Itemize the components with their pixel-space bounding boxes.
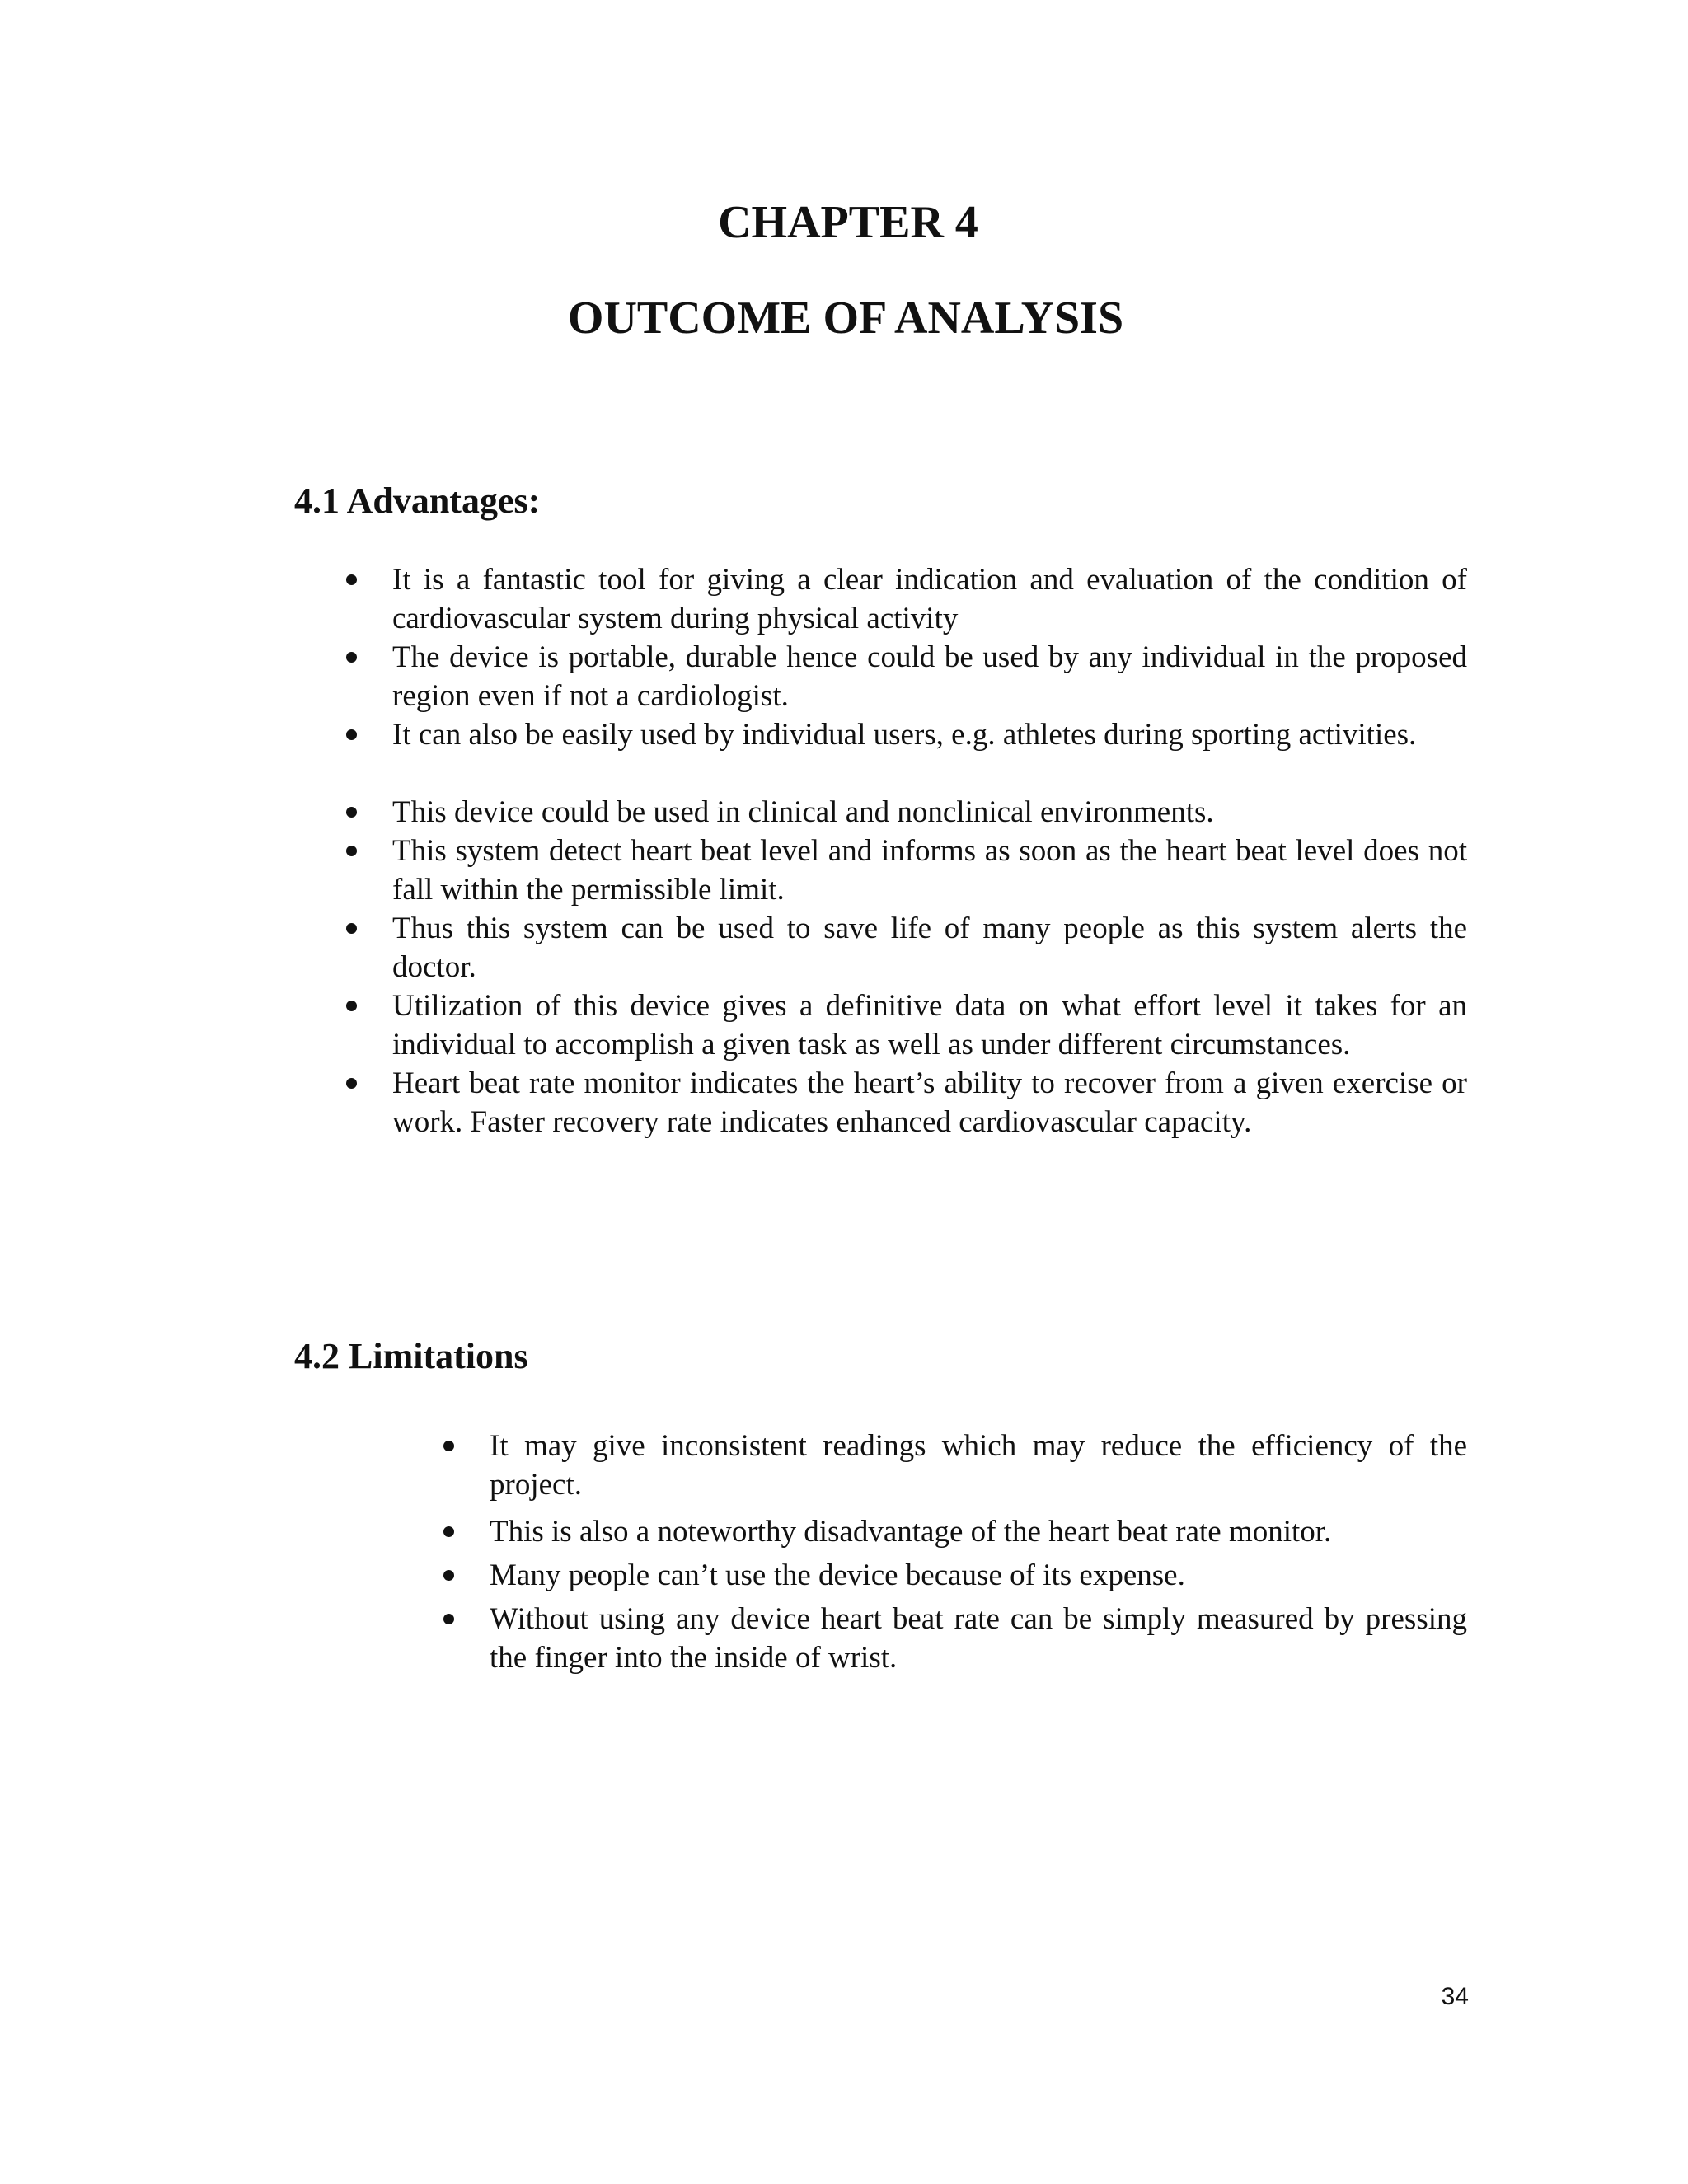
- section-heading-advantages: 4.1 Advantages:: [294, 480, 541, 521]
- list-item: [490, 1427, 1467, 1512]
- list-item-text: Heart beat rate monitor indicates the heart’s ability to recover from a given exercise or work. Faster recovery rate indicates enhanced cardiovascular capacity.: [392, 1066, 1467, 1139]
- list-item-text: It can also be easily used by individual users, e.g. athletes during sporting activities.: [392, 718, 1417, 752]
- list-item: [490, 1600, 1467, 1677]
- list-item-text: The device is portable, durable hence could be used by any individual in the proposed region even if not a cardiologist.: [392, 640, 1467, 713]
- bullet-icon: [346, 923, 357, 934]
- list-item: [490, 1556, 1467, 1600]
- list-item: [392, 987, 1467, 1064]
- list-item: [392, 560, 1467, 638]
- list-item: [392, 909, 1467, 987]
- bullet-icon: [346, 807, 357, 818]
- list-item-text: Thus this system can be used to save life of many people as this system alerts the doctor.: [392, 912, 1467, 984]
- list-item: [490, 1512, 1467, 1556]
- bullet-icon: [346, 574, 357, 585]
- bullet-icon: [346, 729, 357, 740]
- list-item-text: This is also a noteworthy disadvantage of the heart beat rate monitor.: [490, 1515, 1332, 1549]
- list-item-text: This device could be used in clinical and nonclinical environments.: [392, 795, 1214, 829]
- list-item-text: Many people can’t use the device because of its expense.: [490, 1558, 1185, 1592]
- section-heading-limitations: 4.2 Limitations: [294, 1336, 528, 1376]
- limitations-list: [490, 1427, 1467, 1677]
- list-item: [392, 1064, 1467, 1141]
- list-item-text: It is a fantastic tool for giving a clear indication and evaluation of the condition of cardiovascular system during physical activity: [392, 563, 1467, 635]
- bullet-icon: [346, 1001, 357, 1011]
- bullet-icon: [346, 1078, 357, 1089]
- bullet-icon: [443, 1614, 454, 1624]
- chapter-number: CHAPTER 4: [718, 197, 978, 248]
- list-item-text: This system detect heart beat level and informs as soon as the heart beat level does not fall within the permissible limit.: [392, 834, 1467, 907]
- chapter-title: OUTCOME OF ANALYSIS: [567, 293, 1124, 344]
- bullet-icon: [443, 1441, 454, 1451]
- list-item-text: Utilization of this device gives a definitive data on what effort level it takes for an individual to accomplish a given task as well as under different circumstances.: [392, 989, 1467, 1062]
- list-item: [392, 832, 1467, 909]
- list-item-text: Without using any device heart beat rate can be simply measured by pressing the finger into the inside of wrist.: [490, 1602, 1467, 1675]
- list-item: [392, 715, 1467, 793]
- list-item: [392, 793, 1467, 832]
- page-number: 34: [1441, 1983, 1469, 2010]
- bullet-icon: [443, 1570, 454, 1581]
- list-item: [392, 638, 1467, 715]
- bullet-icon: [346, 846, 357, 856]
- list-item-text: It may give inconsistent readings which may reduce the efficiency of the project.: [490, 1429, 1467, 1502]
- bullet-icon: [443, 1526, 454, 1537]
- bullet-icon: [346, 652, 357, 663]
- advantages-list: [392, 560, 1467, 1141]
